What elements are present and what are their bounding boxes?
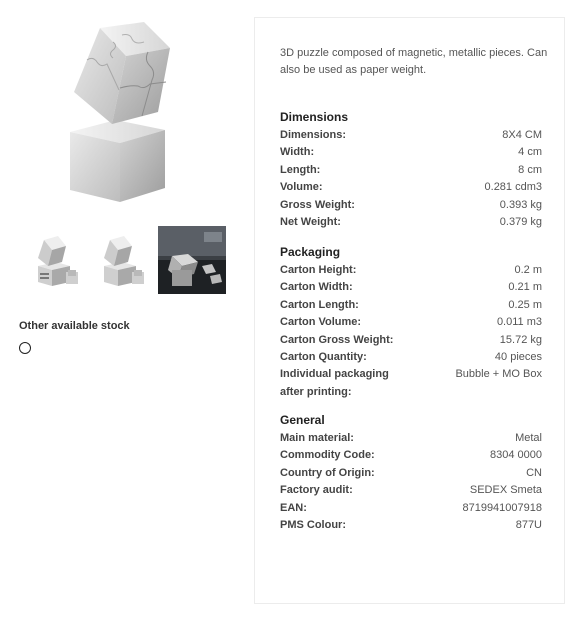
dimensions-section bbox=[280, 109, 542, 231]
spec-key: Carton Width: bbox=[280, 281, 353, 294]
spec-row bbox=[280, 314, 542, 331]
spec-row bbox=[280, 500, 542, 517]
product-description: 3D puzzle composed of magnetic, metallic pieces. Can also be used as paper weight. bbox=[280, 47, 548, 76]
spec-value: 0.011 m3 bbox=[496, 316, 542, 329]
spec-row bbox=[280, 332, 542, 349]
spec-value: Metal bbox=[515, 432, 542, 444]
spec-key: Net Weight: bbox=[280, 216, 341, 229]
spec-key: Carton Height: bbox=[280, 264, 357, 276]
spec-value: 8X4 CM bbox=[502, 129, 542, 141]
thumbnail-cube-lifestyle[interactable] bbox=[158, 226, 224, 292]
packaging-heading: Packaging bbox=[280, 245, 341, 259]
spec-row bbox=[280, 127, 542, 144]
spec-value: 0.379 kg bbox=[499, 216, 542, 229]
packaging-section bbox=[280, 244, 542, 401]
spec-row bbox=[280, 482, 542, 499]
product-details-panel bbox=[254, 17, 565, 604]
spec-row bbox=[280, 144, 542, 161]
spec-key: Main material: bbox=[280, 432, 354, 444]
other-stock-radio[interactable] bbox=[19, 342, 31, 354]
general-section bbox=[280, 412, 542, 534]
spec-key: Commodity Code: bbox=[280, 449, 375, 462]
spec-value: 8719941007918 bbox=[462, 501, 542, 514]
spec-value: CN bbox=[526, 466, 542, 479]
thumbnail-cube-engraved[interactable] bbox=[26, 226, 92, 292]
spec-value: SEDEX Smeta bbox=[469, 484, 542, 497]
dimensions-heading: Dimensions bbox=[280, 110, 349, 124]
spec-row bbox=[280, 430, 542, 447]
spec-value: 4 cm bbox=[518, 146, 542, 159]
product-main-image bbox=[62, 20, 180, 205]
spec-row bbox=[280, 262, 542, 279]
spec-value: 0.393 kg bbox=[499, 198, 542, 211]
spec-value: 15.72 kg bbox=[499, 333, 542, 346]
spec-key: Length: bbox=[280, 163, 321, 176]
spec-key: Dimensions: bbox=[280, 129, 347, 141]
spec-key: EAN: bbox=[280, 501, 307, 514]
spec-value: 8 cm bbox=[518, 163, 542, 176]
spec-key: Carton Quantity: bbox=[280, 351, 367, 364]
spec-value: 0.21 m bbox=[508, 281, 542, 294]
spec-key: Carton Gross Weight: bbox=[280, 333, 394, 346]
spec-row bbox=[280, 162, 542, 179]
spec-key: PMS Colour: bbox=[280, 519, 346, 532]
spec-row bbox=[280, 197, 542, 214]
general-heading: General bbox=[280, 413, 325, 427]
spec-key: Individual packaging after printing: bbox=[280, 368, 389, 398]
thumbnail-cube-plain[interactable] bbox=[92, 226, 158, 292]
spec-key: Carton Length: bbox=[280, 298, 359, 311]
spec-value: Bubble + MO Box bbox=[455, 368, 542, 381]
spec-key: Gross Weight: bbox=[280, 198, 355, 211]
spec-row bbox=[280, 179, 542, 196]
spec-value: 8304 0000 bbox=[490, 449, 542, 462]
spec-row bbox=[280, 279, 542, 296]
spec-row bbox=[280, 349, 542, 366]
spec-value: 0.2 m bbox=[514, 264, 542, 276]
spec-value: 877U bbox=[515, 519, 542, 532]
spec-row bbox=[280, 366, 542, 401]
spec-value: 40 pieces bbox=[494, 351, 542, 364]
spec-key: Width: bbox=[280, 146, 315, 159]
spec-key: Volume: bbox=[280, 181, 323, 194]
other-stock-label: Other available stock bbox=[19, 320, 130, 332]
spec-key: Country of Origin: bbox=[280, 466, 375, 479]
spec-value: 0.281 cdm3 bbox=[484, 181, 542, 194]
spec-row bbox=[280, 465, 542, 482]
spec-row bbox=[280, 517, 542, 534]
spec-key: Factory audit: bbox=[280, 484, 353, 497]
spec-row bbox=[280, 447, 542, 464]
spec-key: Carton Volume: bbox=[280, 316, 362, 329]
spec-row bbox=[280, 297, 542, 314]
spec-row bbox=[280, 214, 542, 231]
spec-value: 0.25 m bbox=[508, 298, 542, 311]
